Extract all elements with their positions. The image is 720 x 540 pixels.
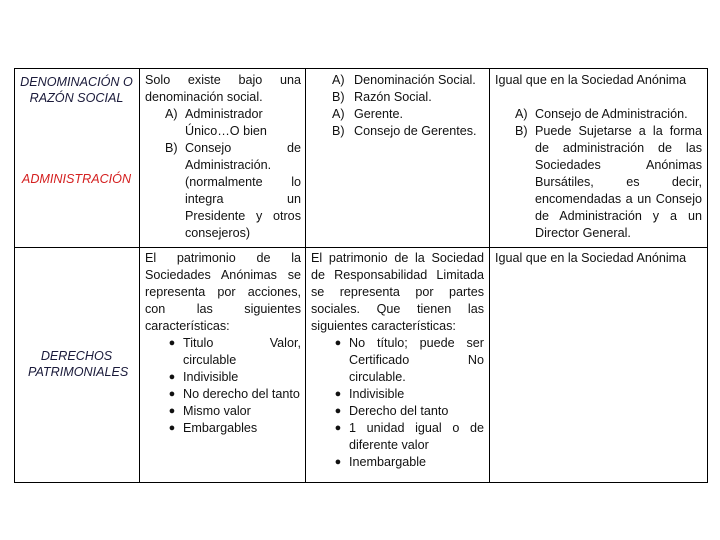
item-text: Administrador Único…O bien xyxy=(185,107,267,138)
table-border-top xyxy=(14,68,708,69)
table-col-divider xyxy=(305,68,306,483)
bullet-icon: ● xyxy=(334,456,342,468)
item-marker: A) xyxy=(515,107,528,121)
srl-top-cell xyxy=(332,72,484,140)
list-item xyxy=(327,403,484,420)
table-col-divider xyxy=(489,68,490,483)
item-text: Razón Social. xyxy=(354,90,432,104)
item-marker: B) xyxy=(165,141,178,155)
item-marker: B) xyxy=(515,124,528,138)
bullet-icon: ● xyxy=(334,405,342,417)
item-text: Puede Sujetarse a la forma de administración de las Sociedades Anónimas Bursátiles, es decir, encomendadas a un Consejo de Administración y a un Director General. xyxy=(535,124,702,240)
bullet-text: No derecho del tanto xyxy=(183,387,300,401)
item-marker: A) xyxy=(332,73,345,87)
srl-top-item xyxy=(332,89,484,106)
label-administracion: ADMINISTRACIÓN xyxy=(21,172,132,186)
bullet-text: Inembargable xyxy=(349,455,427,469)
bullet-icon: ● xyxy=(168,422,176,434)
list-item xyxy=(327,454,484,471)
item-text: Consejo de Gerentes. xyxy=(354,124,477,138)
item-marker: A) xyxy=(165,107,178,121)
bullet-text: Titulo Valor, circulable xyxy=(183,336,301,367)
list-item xyxy=(161,335,301,369)
srl-top-item xyxy=(332,123,484,140)
bullet-text: Indivisible xyxy=(349,387,405,401)
label-derechos-patrimoniales: DERECHOS PATRIMONIALES xyxy=(28,349,129,379)
srl-bottom-cell xyxy=(311,250,484,471)
item-text: Consejo de Administración. xyxy=(535,107,688,121)
bullet-icon: ● xyxy=(168,405,176,417)
bullet-icon: ● xyxy=(334,422,342,434)
other-top-item xyxy=(495,123,702,242)
sa-bottom-intro: El patrimonio de la Sociedades Anónimas se representa por acciones, con las siguientes características: xyxy=(145,251,301,333)
bullet-icon: ● xyxy=(168,337,176,349)
srl-bottom-intro: El patrimonio de la Sociedad de Responsabilidad Limitada se representa por partes sociales. Que tienen las siguientes características: xyxy=(311,251,484,333)
bullet-icon: ● xyxy=(168,371,176,383)
list-item xyxy=(327,335,484,386)
list-item xyxy=(327,386,484,403)
sa-top-cell xyxy=(145,72,301,242)
bullet-text: 1 unidad igual o de diferente valor xyxy=(349,421,484,452)
sa-top-intro: Solo existe bajo una denominación social. xyxy=(145,73,301,104)
srl-top-item xyxy=(332,72,484,89)
other-bottom-same: Igual que en la Sociedad Anónima xyxy=(495,251,687,265)
sa-bottom-cell xyxy=(145,250,301,437)
other-top-item xyxy=(495,106,702,123)
list-item xyxy=(161,369,301,386)
table-border-bottom xyxy=(14,482,708,483)
item-marker: A) xyxy=(332,107,345,121)
other-bottom-cell xyxy=(495,250,702,267)
label-denominacion: DENOMINACIÓN O RAZÓN SOCIAL xyxy=(20,75,133,105)
bullet-text: No título; puede ser Certificado No circulable. xyxy=(349,336,484,384)
table-border-right xyxy=(707,68,708,483)
item-text: Gerente. xyxy=(354,107,404,121)
bullet-text: Mismo valor xyxy=(183,404,251,418)
list-item xyxy=(161,420,301,437)
bullet-icon: ● xyxy=(334,337,342,349)
list-item xyxy=(161,403,301,420)
srl-top-item xyxy=(332,106,484,123)
table-row-divider xyxy=(14,247,708,248)
item-marker: B) xyxy=(332,124,345,138)
bullet-icon: ● xyxy=(334,388,342,400)
bullet-icon: ● xyxy=(168,388,176,400)
other-top-same: Igual que en la Sociedad Anónima xyxy=(495,73,687,87)
bullet-text: Derecho del tanto xyxy=(349,404,449,418)
table-col-divider xyxy=(139,68,140,483)
sa-top-item xyxy=(145,140,301,242)
item-marker: B) xyxy=(332,90,345,104)
list-item xyxy=(161,386,301,403)
bullet-text: Indivisible xyxy=(183,370,239,384)
comparison-table xyxy=(14,68,708,484)
other-top-cell xyxy=(495,72,702,242)
item-text: Denominación Social. xyxy=(354,73,476,87)
sa-top-item xyxy=(145,106,301,140)
item-text: Consejo de Administración. (normalmente lo integra un Presidente y otros consejeros) xyxy=(185,141,301,240)
table-border-left xyxy=(14,68,15,483)
bullet-text: Embargables xyxy=(183,421,258,435)
list-item xyxy=(327,420,484,454)
